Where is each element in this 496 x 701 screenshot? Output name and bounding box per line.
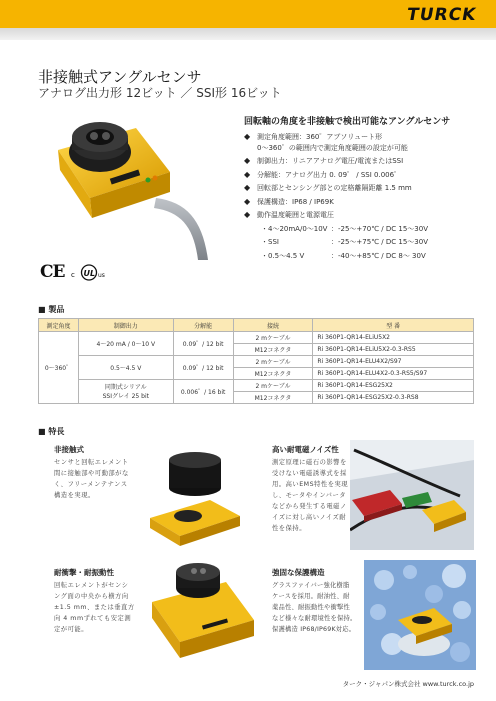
temp-row: ・0.5〜4.5 V ：-40〜+85℃ / DC 8〜 30V: [261, 251, 426, 260]
page-subtitle: アナログ出力形 12ビット ／ SSI形 16ビット: [38, 86, 282, 100]
resolution-cell: 0.006゜/ 16 bit: [173, 380, 233, 404]
product-image: [38, 110, 238, 260]
angle-cell: 0〜360゜: [39, 332, 79, 404]
model-cell: Ri 360P1-QR14-ELU4X2-0.3-RS5/S97: [313, 368, 474, 380]
sensor-protection-image: [364, 560, 476, 670]
temp-row: ・4〜20mA/0〜10V ：-25〜+70℃ / DC 15〜30V: [261, 224, 428, 233]
feature-item: ◆ 動作温度範囲と電源電圧: [244, 210, 334, 219]
column-header: 接続: [233, 319, 313, 332]
connection-cell: 2 mケーブル: [233, 380, 313, 392]
svg-text:UL: UL: [83, 268, 95, 278]
model-cell: Ri 360P1-QR14-ESG25X2: [313, 380, 474, 392]
feature-item: ◆ 分解能：アナログ出力 0. 09゜ / SSI 0.006゜: [244, 169, 402, 179]
connection-cell: 2 mケーブル: [233, 332, 313, 344]
column-header: 型 番: [313, 319, 474, 332]
footer-company: ターク・ジャパン株式会社 www.turck.co.jp: [342, 680, 474, 688]
output-cell: 4〜20 mA / 0〜10 V: [78, 332, 173, 356]
turck-logo: TURCK: [405, 5, 478, 25]
feature-item: ◆ 測定角度範囲：360゜アブソリュート形 0〜360゜の範囲内で測定角度範囲の設定が可能: [244, 132, 408, 152]
table-row: [39, 356, 474, 368]
products-heading: ■ 製品: [38, 305, 65, 314]
model-cell: Ri 360P1-QR14-ELiU5X2-0.3-RS5: [313, 344, 474, 356]
svg-text:c: c: [70, 270, 75, 279]
feature-item: ◆ 回転部とセンシング部との定格離隔距離 1.5 mm: [244, 183, 412, 192]
certification-marks: [40, 262, 111, 282]
sensor-shock-image: [142, 562, 260, 674]
model-cell: Ri 360P1-QR14-ELU4X2/S97: [313, 356, 474, 368]
resolution-cell: 0.09゜/ 12 bit: [173, 332, 233, 356]
cul-us-mark-icon: [71, 264, 111, 281]
temp-row: ・SSI ：-25〜+75℃ / DC 15〜30V: [261, 238, 428, 246]
output-cell: 0.5〜4.5 V: [78, 356, 173, 380]
diamond-bullet-icon: ◆: [244, 210, 251, 219]
model-cell: Ri 360P1-QR14-ESG25X2-0.3-RS8: [313, 392, 474, 404]
diamond-bullet-icon: ◆: [244, 169, 251, 179]
feature-block-protection: 強固な保護構造 グラスファイバー強化樹脂 ケースを採用。耐油性、耐 薬品性、耐振動性や衝撃性 など様々な耐環境性を保持。 保護構造 IP68/IP69K対応。: [272, 568, 357, 633]
ce-mark-icon: CE: [40, 262, 65, 282]
feature-block-emc: 高い耐電磁ノイズ性 測定原理に磁石の影響を 受けない電磁誘導式を採 用。高いEMS特性を実現 し、モータやインバータ などから発生する電磁ノ イズに対し高いノイズ耐 性を保持。: [272, 445, 349, 532]
output-cell: 同期式シリアル SSIグレイ 25 bit: [78, 380, 173, 404]
feature-list-title: 回転軸の角度を非接触で検出可能なアングルセンサ: [244, 117, 451, 127]
feature-list: [244, 114, 484, 264]
features-heading: ■ 特長: [38, 427, 65, 436]
column-header: 分解能: [173, 319, 233, 332]
table-header-row: [39, 319, 474, 332]
connection-cell: M12コネクタ: [233, 344, 313, 356]
feature-block-shock: 耐衝撃・耐振動性 回転エレメントがセンシ ング面の中央から横方向 ±1.5 mm、または垂直方 向 4 mmずれても安定測 定が可能。: [54, 568, 135, 633]
page-title: 非接触式アングルセンサ: [38, 68, 202, 86]
feature-block-noncontact: 非接触式 センサと回転エレメント 間に接触部や可動部がな く、フリーメンテナンス 構造を実現。: [54, 445, 129, 499]
column-header: 測定角度: [39, 319, 79, 332]
table-row: [39, 332, 474, 344]
table-row: [39, 380, 474, 392]
model-cell: Ri 360P1-QR14-ELiU5X2: [313, 332, 474, 344]
sensor-rotor-image: [140, 438, 250, 553]
connection-cell: 2 mケーブル: [233, 356, 313, 368]
feature-item: ◆ 制御出力：リニアアナログ電圧/電流またはSSI: [244, 156, 404, 165]
header-band: [0, 28, 496, 40]
feature-item: ◆ 保護構造：IP68 / IP69K: [244, 196, 334, 206]
sensor-emc-image: [350, 440, 474, 550]
resolution-cell: 0.09゜/ 12 bit: [173, 356, 233, 380]
svg-text:us: us: [97, 271, 105, 279]
diamond-bullet-icon: ◆: [244, 196, 251, 206]
product-table: [38, 318, 474, 404]
connection-cell: M12コネクタ: [233, 368, 313, 380]
diamond-bullet-icon: ◆: [244, 183, 251, 192]
connection-cell: M12コネクタ: [233, 392, 313, 404]
column-header: 制御出力: [78, 319, 173, 332]
diamond-bullet-icon: ◆: [244, 132, 251, 141]
diamond-bullet-icon: ◆: [244, 156, 251, 165]
